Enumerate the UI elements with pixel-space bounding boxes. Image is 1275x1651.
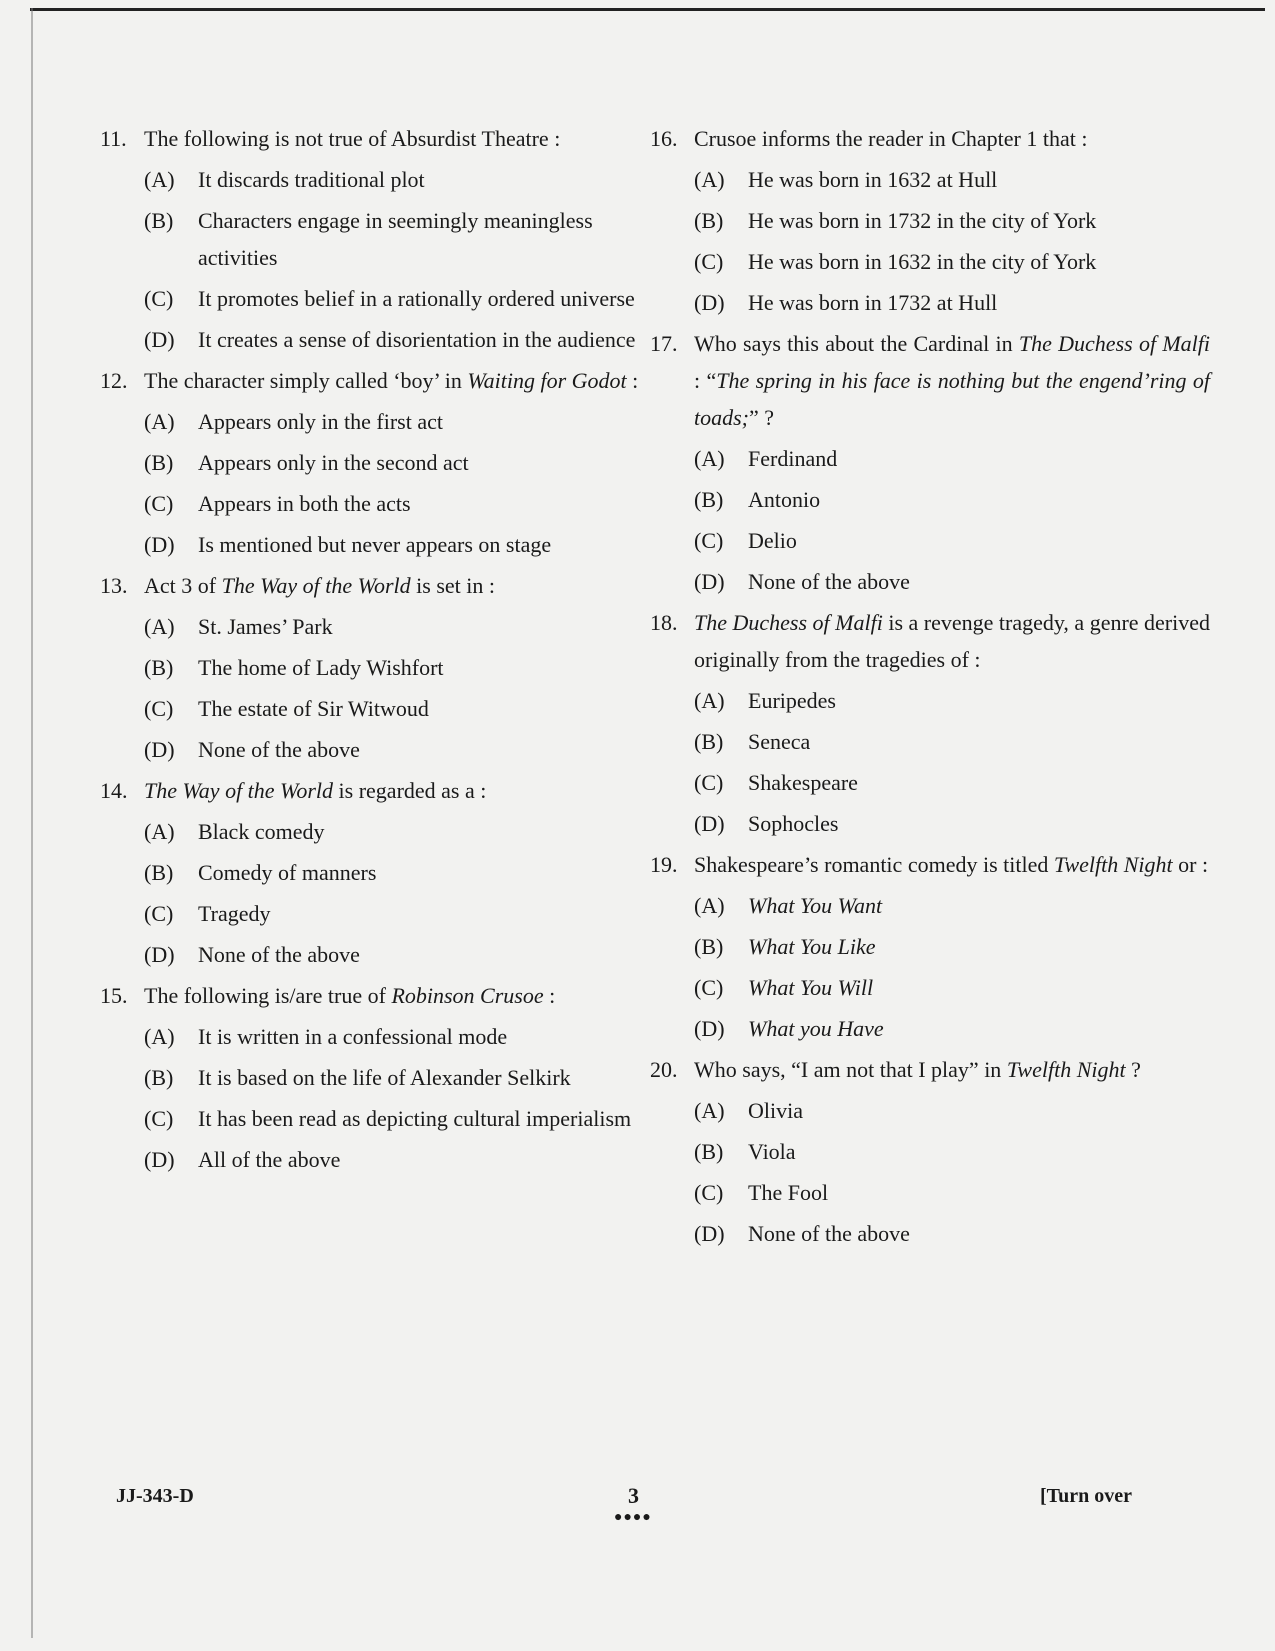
option-letter: (D): [144, 737, 175, 762]
option-letter: (C): [144, 286, 174, 311]
option-text: [748, 563, 1210, 600]
option-list: [694, 682, 1210, 842]
text-run: The home of Lady Wishfort: [198, 655, 444, 680]
question-stem: [650, 846, 1210, 883]
option-letter: (B): [144, 208, 174, 233]
question-13: [100, 567, 640, 768]
question-text: [144, 362, 640, 399]
option-letter: (A): [694, 1098, 725, 1123]
answer-option: [694, 1215, 1210, 1252]
option-letter: (D): [144, 1147, 175, 1172]
answer-option: [144, 690, 640, 727]
left-column: [100, 120, 640, 1182]
text-run: The following is not true of Absurdist Theatre :: [144, 126, 561, 151]
paper-code: JJ-343-D: [116, 1485, 194, 1507]
answer-option: [144, 1018, 640, 1055]
option-text: [198, 485, 640, 522]
turn-over-label: [Turn over: [1040, 1485, 1133, 1507]
answer-option: [144, 1059, 640, 1096]
option-text: [748, 161, 1210, 198]
option-text: [748, 805, 1210, 842]
option-text: [748, 284, 1210, 321]
option-text: [748, 1092, 1210, 1129]
question-15: [100, 977, 640, 1178]
text-run: Who says, “I am not that I play” in: [694, 1057, 1007, 1082]
option-text: [198, 1059, 640, 1096]
question-stem: [650, 325, 1210, 436]
text-run: Who says this about the Cardinal in: [694, 331, 1019, 356]
option-text: [748, 1133, 1210, 1170]
text-run: Comedy of manners: [198, 860, 377, 885]
text-run: Black comedy: [198, 819, 325, 844]
question-number: 20.: [650, 1057, 678, 1082]
question-stem: [100, 977, 640, 1014]
option-letter: (B): [144, 450, 174, 475]
text-run: He was born in 1732 at Hull: [748, 290, 998, 315]
option-letter: (D): [694, 569, 725, 594]
text-run: Delio: [748, 528, 797, 553]
question-number: 12.: [100, 368, 128, 393]
text-run: Appears only in the first act: [198, 409, 443, 434]
text-run: None of the above: [748, 1221, 910, 1246]
option-text: [198, 526, 640, 563]
answer-option: [694, 243, 1210, 280]
italic-title-text: Waiting for Godot: [467, 368, 627, 393]
option-list: [694, 887, 1210, 1047]
question-text: [694, 325, 1210, 436]
option-text: [748, 522, 1210, 559]
question-text: [694, 1051, 1210, 1088]
question-stem: [100, 120, 640, 157]
option-text: [748, 481, 1210, 518]
text-run: Shakespeare’s romantic comedy is titled: [694, 852, 1054, 877]
option-letter: (B): [694, 934, 724, 959]
answer-option: [694, 1133, 1210, 1170]
text-run: Seneca: [748, 729, 811, 754]
option-letter: (A): [694, 446, 725, 471]
italic-title-text: The spring in his face is nothing but the engend’ring of toads;: [694, 368, 1210, 430]
text-run: :: [543, 983, 556, 1008]
answer-option: [144, 444, 640, 481]
option-text: [748, 682, 1210, 719]
option-text: [198, 895, 640, 932]
answer-option: [694, 764, 1210, 801]
answer-option: [144, 161, 640, 198]
question-19: [650, 846, 1210, 1047]
italic-title-text: What You Like: [748, 934, 876, 959]
option-text: [198, 854, 640, 891]
answer-option: [694, 1092, 1210, 1129]
italic-title-text: What You Will: [748, 975, 874, 1000]
question-stem: [650, 120, 1210, 157]
text-run: Olivia: [748, 1098, 803, 1123]
text-run: The estate of Sir Witwoud: [198, 696, 429, 721]
option-text: [748, 243, 1210, 280]
option-letter: (A): [144, 1024, 175, 1049]
option-letter: (A): [144, 614, 175, 639]
question-stem: [100, 567, 640, 604]
text-run: : “: [694, 368, 717, 393]
answer-option: [694, 563, 1210, 600]
option-list: [144, 813, 640, 973]
option-text: [748, 887, 1210, 924]
text-run: It is based on the life of Alexander Selkirk: [198, 1065, 571, 1090]
text-run: It has been read as depicting cultural imperialism: [198, 1106, 632, 1131]
option-letter: (D): [144, 327, 175, 352]
question-text: [694, 846, 1210, 883]
text-run: All of the above: [198, 1147, 341, 1172]
question-11: [100, 120, 640, 358]
option-letter: (C): [144, 491, 174, 516]
italic-title-text: The Way of the World: [144, 778, 334, 803]
answer-option: [144, 1100, 640, 1137]
option-text: [198, 202, 640, 276]
answer-option: [694, 969, 1210, 1006]
text-run: It creates a sense of disorientation in the audience: [198, 327, 636, 352]
text-run: None of the above: [198, 942, 360, 967]
text-run: He was born in 1632 at Hull: [748, 167, 998, 192]
option-text: [748, 1174, 1210, 1211]
option-text: [198, 813, 640, 850]
answer-option: [144, 485, 640, 522]
text-run: Sophocles: [748, 811, 839, 836]
answer-option: [144, 649, 640, 686]
option-text: [748, 440, 1210, 477]
option-text: [198, 936, 640, 973]
option-letter: (C): [694, 528, 724, 553]
text-run: The character simply called ‘boy’ in: [144, 368, 468, 393]
answer-option: [144, 731, 640, 768]
answer-option: [694, 481, 1210, 518]
italic-title-text: The Duchess of Malfi: [694, 610, 883, 635]
option-letter: (B): [144, 860, 174, 885]
text-run: Characters engage in seemingly meaningless activities: [198, 208, 593, 270]
question-number: 16.: [650, 126, 678, 151]
option-text: [198, 690, 640, 727]
answer-option: [694, 928, 1210, 965]
text-run: is a revenge tragedy, a genre derived originally from the tragedies of :: [694, 610, 1211, 672]
answer-option: [694, 723, 1210, 760]
text-run: Act 3 of: [144, 573, 222, 598]
option-text: [198, 731, 640, 768]
option-text: [198, 161, 640, 198]
question-number: 17.: [650, 331, 678, 356]
question-number: 11.: [100, 126, 127, 151]
page-ornament: ●●●●: [614, 1510, 652, 1525]
question-text: [144, 977, 640, 1014]
option-letter: (C): [144, 696, 174, 721]
option-letter: (C): [694, 975, 724, 1000]
text-run: The Fool: [748, 1180, 829, 1205]
option-text: [748, 928, 1210, 965]
question-stem: [100, 362, 640, 399]
page-number: 3: [628, 1483, 639, 1508]
answer-option: [694, 805, 1210, 842]
option-list: [144, 161, 640, 358]
option-letter: (D): [694, 1221, 725, 1246]
option-letter: (D): [694, 811, 725, 836]
option-letter: (B): [144, 655, 174, 680]
answer-option: [694, 682, 1210, 719]
option-letter: (D): [694, 290, 725, 315]
answer-option: [694, 202, 1210, 239]
option-letter: (D): [144, 532, 175, 557]
option-letter: (B): [694, 208, 724, 233]
text-run: is regarded as a :: [333, 778, 487, 803]
option-letter: (C): [694, 770, 724, 795]
answer-option: [144, 321, 640, 358]
text-run: Ferdinand: [748, 446, 838, 471]
option-letter: (C): [144, 1106, 174, 1131]
option-list: [694, 440, 1210, 600]
text-run: Tragedy: [198, 901, 271, 926]
answer-option: [144, 1141, 640, 1178]
question-number: 18.: [650, 610, 678, 635]
text-run: ” ?: [749, 405, 775, 430]
option-text: [198, 1100, 640, 1137]
option-list: [694, 161, 1210, 321]
option-text: [748, 202, 1210, 239]
option-letter: (B): [144, 1065, 174, 1090]
option-letter: (B): [694, 1139, 724, 1164]
italic-title-text: Twelfth Night: [1053, 852, 1173, 877]
answer-option: [144, 526, 640, 563]
option-text: [198, 1141, 640, 1178]
question-stem: [100, 772, 640, 809]
answer-option: [694, 522, 1210, 559]
question-text: [144, 772, 640, 809]
question-text: [144, 567, 640, 604]
answer-option: [144, 895, 640, 932]
option-letter: (C): [144, 901, 174, 926]
option-letter: (C): [694, 249, 724, 274]
option-letter: (C): [694, 1180, 724, 1205]
answer-option: [144, 280, 640, 317]
question-18: [650, 604, 1210, 842]
answer-option: [694, 887, 1210, 924]
italic-title-text: Twelfth Night: [1006, 1057, 1126, 1082]
option-list: [144, 403, 640, 563]
italic-title-text: The Duchess of Malfi: [1018, 331, 1210, 356]
question-14: [100, 772, 640, 973]
answer-option: [694, 440, 1210, 477]
option-text: [198, 444, 640, 481]
option-letter: (A): [694, 167, 725, 192]
answer-option: [694, 284, 1210, 321]
left-border-rule: [31, 8, 33, 1638]
question-text: [694, 604, 1210, 678]
option-text: [198, 280, 640, 317]
question-stem: [650, 604, 1210, 678]
question-number: 14.: [100, 778, 128, 803]
option-text: [748, 1010, 1210, 1047]
option-text: [198, 1018, 640, 1055]
text-run: He was born in 1632 in the city of York: [748, 249, 1097, 274]
question-number: 13.: [100, 573, 128, 598]
text-run: Appears in both the acts: [198, 491, 411, 516]
question-17: [650, 325, 1210, 600]
answer-option: [694, 1174, 1210, 1211]
text-run: Crusoe informs the reader in Chapter 1 that :: [694, 126, 1088, 151]
answer-option: [144, 202, 640, 276]
option-text: [198, 649, 640, 686]
italic-title-text: What You Want: [748, 893, 883, 918]
option-list: [144, 1018, 640, 1178]
text-run: St. James’ Park: [198, 614, 333, 639]
option-letter: (B): [694, 487, 724, 512]
option-text: [198, 608, 640, 645]
right-column: [650, 120, 1210, 1256]
text-run: ?: [1125, 1057, 1141, 1082]
option-text: [748, 969, 1210, 1006]
answer-option: [144, 854, 640, 891]
option-text: [198, 403, 640, 440]
text-run: Appears only in the second act: [198, 450, 469, 475]
text-run: Euripedes: [748, 688, 836, 713]
option-letter: (A): [144, 409, 175, 434]
option-letter: (D): [694, 1016, 725, 1041]
answer-option: [144, 403, 640, 440]
text-run: Shakespeare: [748, 770, 858, 795]
text-run: Viola: [748, 1139, 796, 1164]
answer-option: [144, 813, 640, 850]
option-list: [144, 608, 640, 768]
option-letter: (A): [144, 819, 175, 844]
text-run: is set in :: [410, 573, 495, 598]
text-run: He was born in 1732 in the city of York: [748, 208, 1097, 233]
option-letter: (D): [144, 942, 175, 967]
text-run: None of the above: [198, 737, 360, 762]
option-letter: (A): [144, 167, 175, 192]
question-text: [694, 120, 1210, 157]
text-run: It discards traditional plot: [198, 167, 425, 192]
answer-option: [144, 936, 640, 973]
question-20: [650, 1051, 1210, 1252]
question-16: [650, 120, 1210, 321]
text-run: The following is/are true of: [144, 983, 392, 1008]
question-12: [100, 362, 640, 563]
question-number: 15.: [100, 983, 128, 1008]
answer-option: [694, 1010, 1210, 1047]
text-run: It is written in a confessional mode: [198, 1024, 508, 1049]
option-text: [748, 1215, 1210, 1252]
top-border-rule: [30, 8, 1265, 11]
question-number: 19.: [650, 852, 678, 877]
option-text: [748, 723, 1210, 760]
text-run: Is mentioned but never appears on stage: [198, 532, 552, 557]
text-run: It promotes belief in a rationally ordered universe: [198, 286, 635, 311]
text-run: None of the above: [748, 569, 910, 594]
text-run: or :: [1172, 852, 1209, 877]
italic-title-text: The Way of the World: [221, 573, 411, 598]
option-list: [694, 1092, 1210, 1252]
question-stem: [650, 1051, 1210, 1088]
question-text: [144, 120, 640, 157]
option-letter: (A): [694, 893, 725, 918]
option-letter: (A): [694, 688, 725, 713]
italic-title-text: What you Have: [748, 1016, 884, 1041]
italic-title-text: Robinson Crusoe: [391, 983, 544, 1008]
answer-option: [694, 161, 1210, 198]
option-text: [198, 321, 640, 358]
option-letter: (B): [694, 729, 724, 754]
option-text: [748, 764, 1210, 801]
text-run: :: [626, 368, 639, 393]
text-run: Antonio: [748, 487, 821, 512]
answer-option: [144, 608, 640, 645]
